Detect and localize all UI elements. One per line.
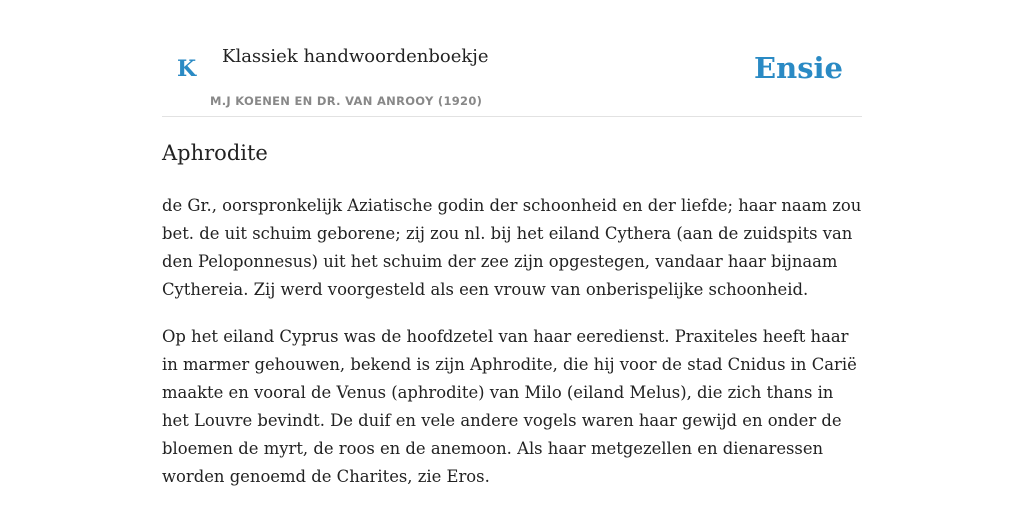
entry-body [162, 192, 864, 510]
entry-title: Aphrodite [162, 141, 268, 165]
header [162, 0, 862, 117]
book-logo[interactable]: K [177, 56, 197, 82]
book-title[interactable]: Klassiek handwoordenboekje [222, 46, 489, 67]
book-authors: M.J KOENEN EN DR. VAN ANROOY (1920) [210, 94, 483, 108]
brand-logo[interactable]: Ensie [754, 51, 843, 85]
entry-paragraph: de Gr., oorspronkelijk Aziatische godin der schoonheid en der liefde; haar naam zou bet. de uit schuim geborene; zij zou nl. bij het eiland Cythera (aan de zuidspits van den Peloponnesus) uit het schuim der zee zijn opgestegen, vandaar haar bijnaam Cythereia. Zij werd voorgesteld als een vrouw van onberispelijke schoonheid. [162, 196, 862, 299]
entry-paragraph: Op het eiland Cyprus was de hoofdzetel van haar eeredienst. Praxiteles heeft haar in marmer gehouwen, bekend is zijn Aphrodite, die hij voor de stad Cnidus in Carië maakte en vooral de Venus (aphrodite) van Milo (eiland Melus), die zich thans in het Louvre bevindt. De duif en vele andere vogels waren haar gewijd en onder de bloemen de myrt, de roos en de anemoon. Als haar metgezellen en dienaressen worden genoemd de Charites, zie Eros. [162, 327, 857, 486]
